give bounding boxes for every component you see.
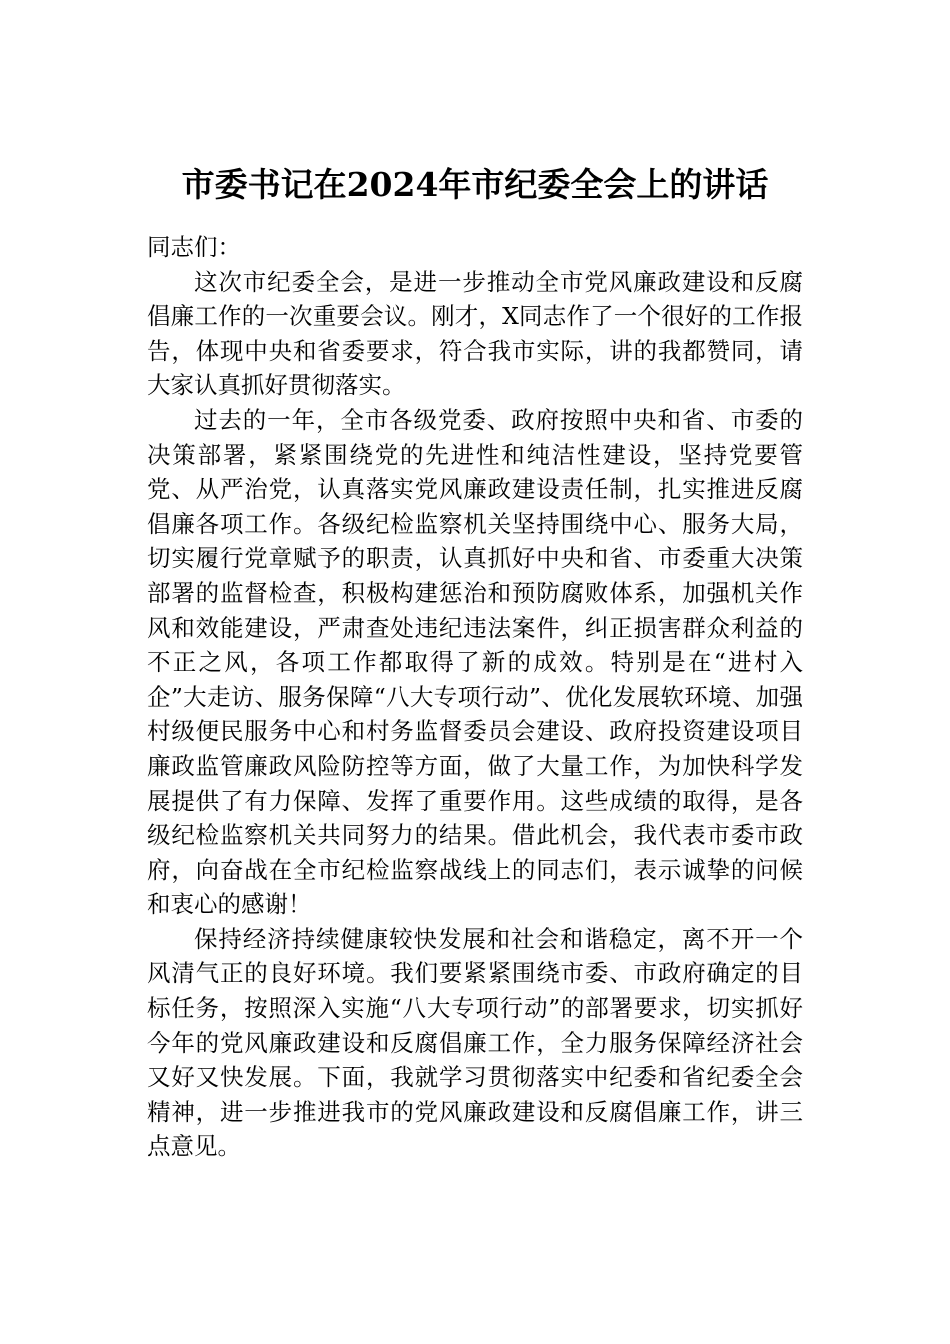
document-body	[147, 230, 803, 1164]
paragraph-1: 这次市纪委全会，是进一步推动全市党风廉政建设和反腐倡廉工作的一次重要会议。刚才，X同志作了一个很好的工作报告，体现中央和省委要求，符合我市实际，讲的我都赞同，请大家认真抓好贯彻落实。	[147, 267, 803, 400]
salutation: 同志们：	[147, 233, 241, 261]
paragraph-2: 过去的一年，全市各级党委、政府按照中央和省、市委的决策部署，紧紧围绕党的先进性和纯洁性建设，坚持党要管党、从严治党，认真落实党风廉政建设责任制，扎实推进反腐倡廉各项工作。各级纪检监察机关坚持围绕中心、服务大局，切实履行党章赋予的职责，认真抓好中央和省、市委重大决策部署的监督检查，积极构建惩治和预防腐败体系，加强机关作风和效能建设，严肃查处违纪违法案件，纠正损害群众利益的不正之风，各项工作都取得了新的成效。特别是在“进村入企”大走访、服务保障“八大专项行动”、优化发展软环境、加强村级便民服务中心和村务监督委员会建设、政府投资建设项目廉政监管廉政风险防控等方面，做了大量工作，为加快科学发展提供了有力保障、发挥了重要作用。这些成绩的取得，是各级纪检监察机关共同努力的结果。借此机会，我代表市委市政府，向奋战在全市纪检监察战线上的同志们，表示诚挚的问候和衷心的感谢！	[147, 405, 803, 919]
paragraph-3: 保持经济持续健康较快发展和社会和谐稳定，离不开一个风清气正的良好环境。我们要紧紧围绕市委、市政府确定的目标任务，按照深入实施“八大专项行动”的部署要求，切实抓好今年的党风廉政建设和反腐倡廉工作，全力服务保障经济社会又好又快发展。下面，我就学习贯彻落实中纪委和省纪委全会精神，进一步推进我市的党风廉政建设和反腐倡廉工作，讲三点意见。	[147, 924, 803, 1161]
document-title: 市委书记在2024年市纪委全会上的讲话	[181, 165, 769, 204]
